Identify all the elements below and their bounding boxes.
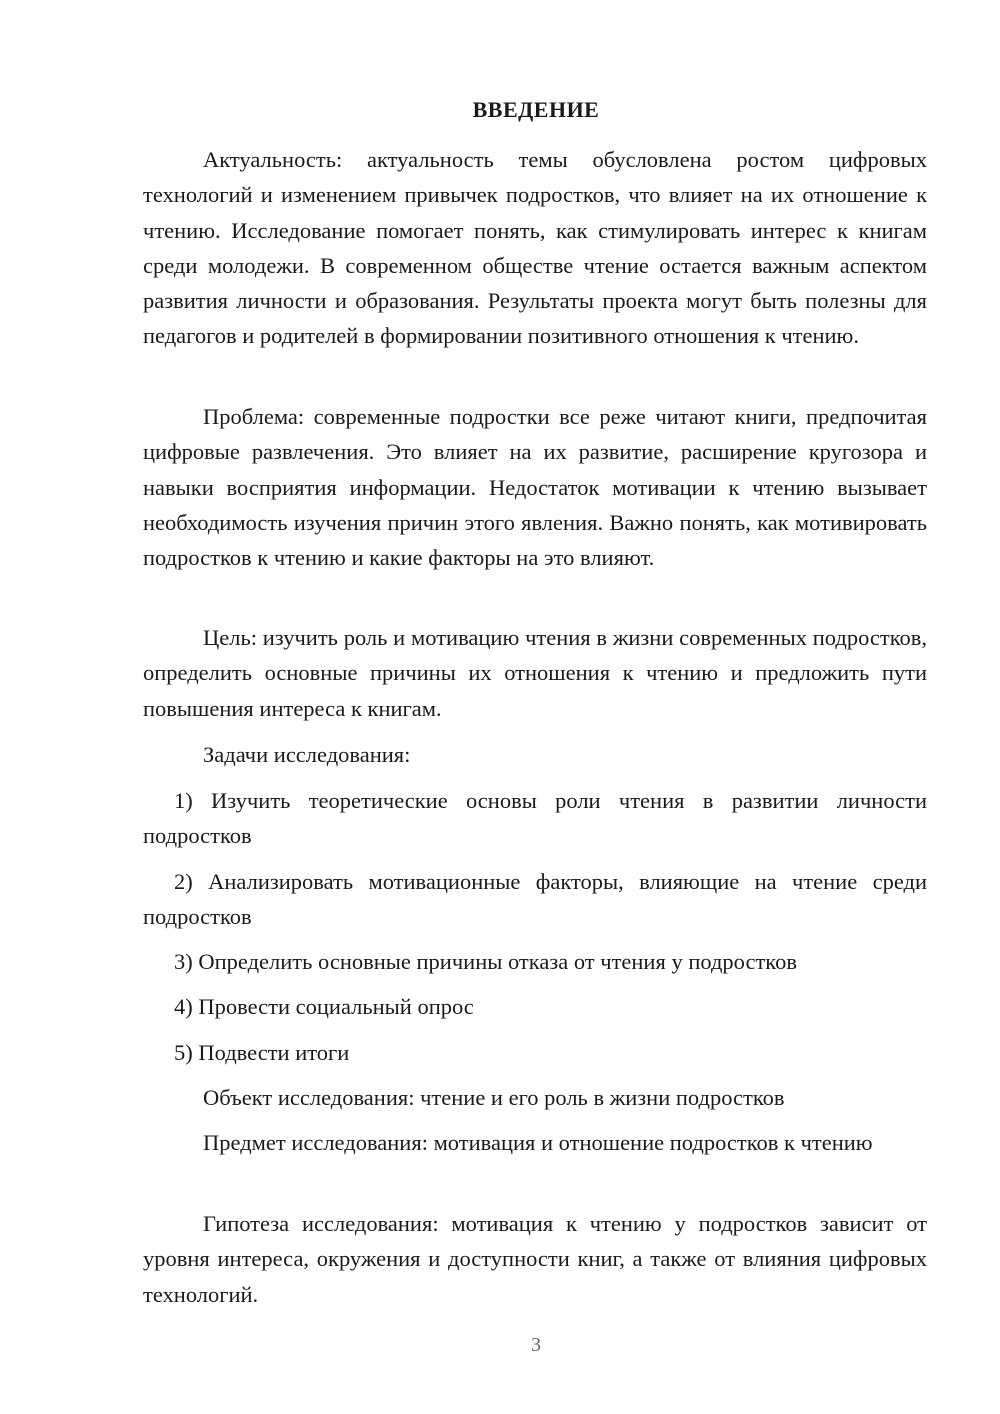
problem-paragraph: Проблема: современные подростки все реже читают книги, предпочитая цифровые развлечения. Это влияет на их развитие, расширение кругозора и навыки восприятия информации. Недостаток мотивации к чтению вызывает необходимость изучения причин этого явления. Важно понять, как мотивировать подростков к чтению и какие факторы на это влияют.	[143, 404, 927, 571]
hypothesis-paragraph: Гипотеза исследования: мотивация к чтению у подростков зависит от уровня интереса, окружения и доступности книг, а также от влияния цифровых технологий.	[143, 1211, 927, 1307]
task-item-1: 1) Изучить теоретические основы роли чтения в развитии личности подростков	[143, 788, 927, 849]
task-item-2: 2) Анализировать мотивационные факторы, влияющие на чтение среди подростков	[143, 869, 927, 930]
tasks-heading: Задачи исследования:	[203, 742, 411, 767]
page-number: 3	[531, 1334, 541, 1356]
subject-paragraph: Предмет исследования: мотивация и отношение подростков к чтению	[203, 1130, 873, 1155]
goal-paragraph: Цель: изучить роль и мотивацию чтения в жизни современных подростков, определить основные причины их отношения к чтению и предложить пути повышения интереса к книгам.	[143, 625, 927, 721]
task-item-3: 3) Определить основные причины отказа от чтения у подростков	[174, 949, 797, 974]
task-item-4: 4) Провести социальный опрос	[174, 994, 474, 1019]
task-item-5: 5) Подвести итоги	[174, 1040, 350, 1065]
relevance-paragraph: Актуальность: актуальность темы обусловлена ростом цифровых технологий и изменением привычек подростков, что влияет на их отношение к чтению. Исследование помогает понять, как стимулировать интерес к книгам среди молодежи. В современном обществе чтение остается важным аспектом развития личности и образования. Результаты проекта могут быть полезны для педагогов и родителей в формировании позитивного отношения к чтению.	[143, 147, 927, 349]
object-paragraph: Объект исследования: чтение и его роль в жизни подростков	[203, 1085, 785, 1110]
page-title: ВВЕДЕНИЕ	[472, 97, 600, 122]
